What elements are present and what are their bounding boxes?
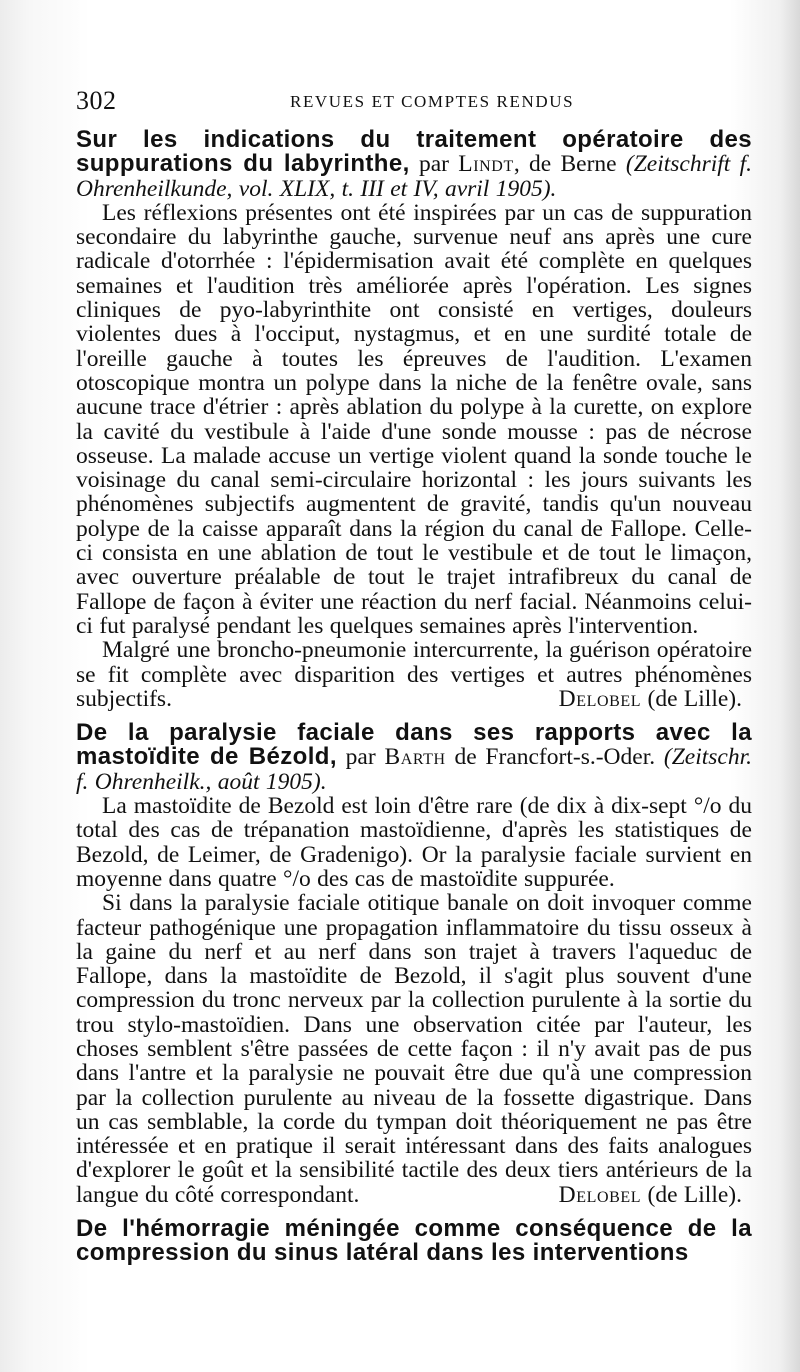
article-place: de Francfort-s.-Oder. [454,744,656,771]
article-heading [76,721,752,794]
article-barth [76,721,752,1207]
article-paragraph-text: Malgré une broncho-pneumonie intercurrente, la guérison opératoire se fit complète avec disparition des vertiges et autres phénomènes subjectifs. [76,637,752,712]
article-title: Sur les indications du traitement opératoire des suppurations du labyrinthe, [76,126,752,178]
article-paragraph [76,891,752,1207]
signoff-name: Delobel [558,685,642,712]
signoff-place: (de Lille). [647,1181,742,1208]
article-by: par [345,744,376,771]
article-place: , de Berne [513,151,617,178]
article-by: par [418,151,449,178]
page-number: 302 [76,86,117,115]
page-content [76,128,752,1266]
article-author: Barth [384,744,446,771]
article-signoff [533,1183,742,1207]
article-lindt [76,128,752,711]
running-head: REVUES ET COMPTES RENDUS [290,92,575,111]
signoff-place: (de Lille). [647,685,742,712]
article-paragraph-text: Si dans la paralysie faciale otitique banale on doit invoquer comme facteur pathogénique une propagation inflammatoire du tissu osseux à la gaine du nerf et au nerf dans son trajet à travers l'aqueduc de Fallope, dans la mastoïdite de Bezold, il s'agit plus souvent d'une compression du tronc nerveux par la collection purulente à la sortie du trou stylo-mastoïdien. Dans une observation citée par l'auteur, les choses semblent s'être passées de cette façon : il n'y avait pas de pus dans l'antre et la paralysie ne pouvait être due qu'à une compression par la collection purulente au niveau de la fossette digastrique. Dans un cas semblable, la corde du tympan doit théoriquement ne pas être intéressée et en pratique il serait intéressant dans des faits analogues d'explorer le goût et la sensibilité tactile des deux tiers antérieurs de la langue du côté correspondant. [76,890,752,1208]
signoff-name: Delobel [558,1181,642,1208]
article-signoff [533,687,742,711]
article-citation: (Zeitschrift f. Ohrenheilkunde, vol. XLIX, t. III et IV, avril 1905). [76,151,753,202]
article-heading [76,128,752,201]
article-paragraph: Les réflexions présentes ont été inspirées par un cas de suppuration secondaire du labyrinthe gauche, survenue neuf ans après une cure radicale d'otorrhée : l'épidermisation avait été complète en quelques semaines et l'audition très améliorée après l'opération. Les signes cliniques de pyo-labyrinthite ont consisté en vertiges, douleurs violentes dues à l'occiput, nystagmus, et en une surdité totale de l'oreille gauche à toutes les épreuves de l'audition. L'examen otoscopique montra un polype dans la niche de la fenêtre ovale, sans aucune trace d'étrier : après ablation du polype à la curette, on explore la cavité du vestibule à l'aide d'une sonde mousse : pas de nécrose osseuse. La malade accuse un vertige violent quand la sonde touche le voisinage du canal semi-circulaire horizontal : les jours suivants les phénomènes subjectifs augmentent de gravité, tandis qu'un nouveau polype de la caisse apparaît dans la région du canal de Fallope. Celle-ci consista en une ablation de tout le vestibule et de tout le limaçon, avec ouverture préalable de tout le trajet intrafibreux du canal de Fallope de façon à éviter une réaction du nerf facial. Néanmoins celui-ci fut paralysé pendant les quelques semaines après l'intervention. [76,199,752,639]
article-paragraph [76,638,752,711]
article-title: De la paralysie faciale dans ses rapports avec la mastoïdite de Bézold, [76,719,752,771]
next-article-title: De l'hémorragie méningée comme conséquence de la compression du sinus latéral dans les interventions [76,1215,752,1267]
article-citation: (Zeitschr. f. Ohrenheilk., août 1905). [76,744,752,795]
article-paragraph: La mastoïdite de Bezold est loin d'être rare (de dix à dix-sept °/o du total des cas de trépanation mastoïdienne, d'après les statistiques de Bezold, de Leimer, de Gradenigo). Or la paralysie faciale survient en moyenne dans quatre °/o des cas de mastoïdite suppurée. [76,793,752,892]
article-author: Lindt [458,151,514,178]
page-header [76,86,766,116]
